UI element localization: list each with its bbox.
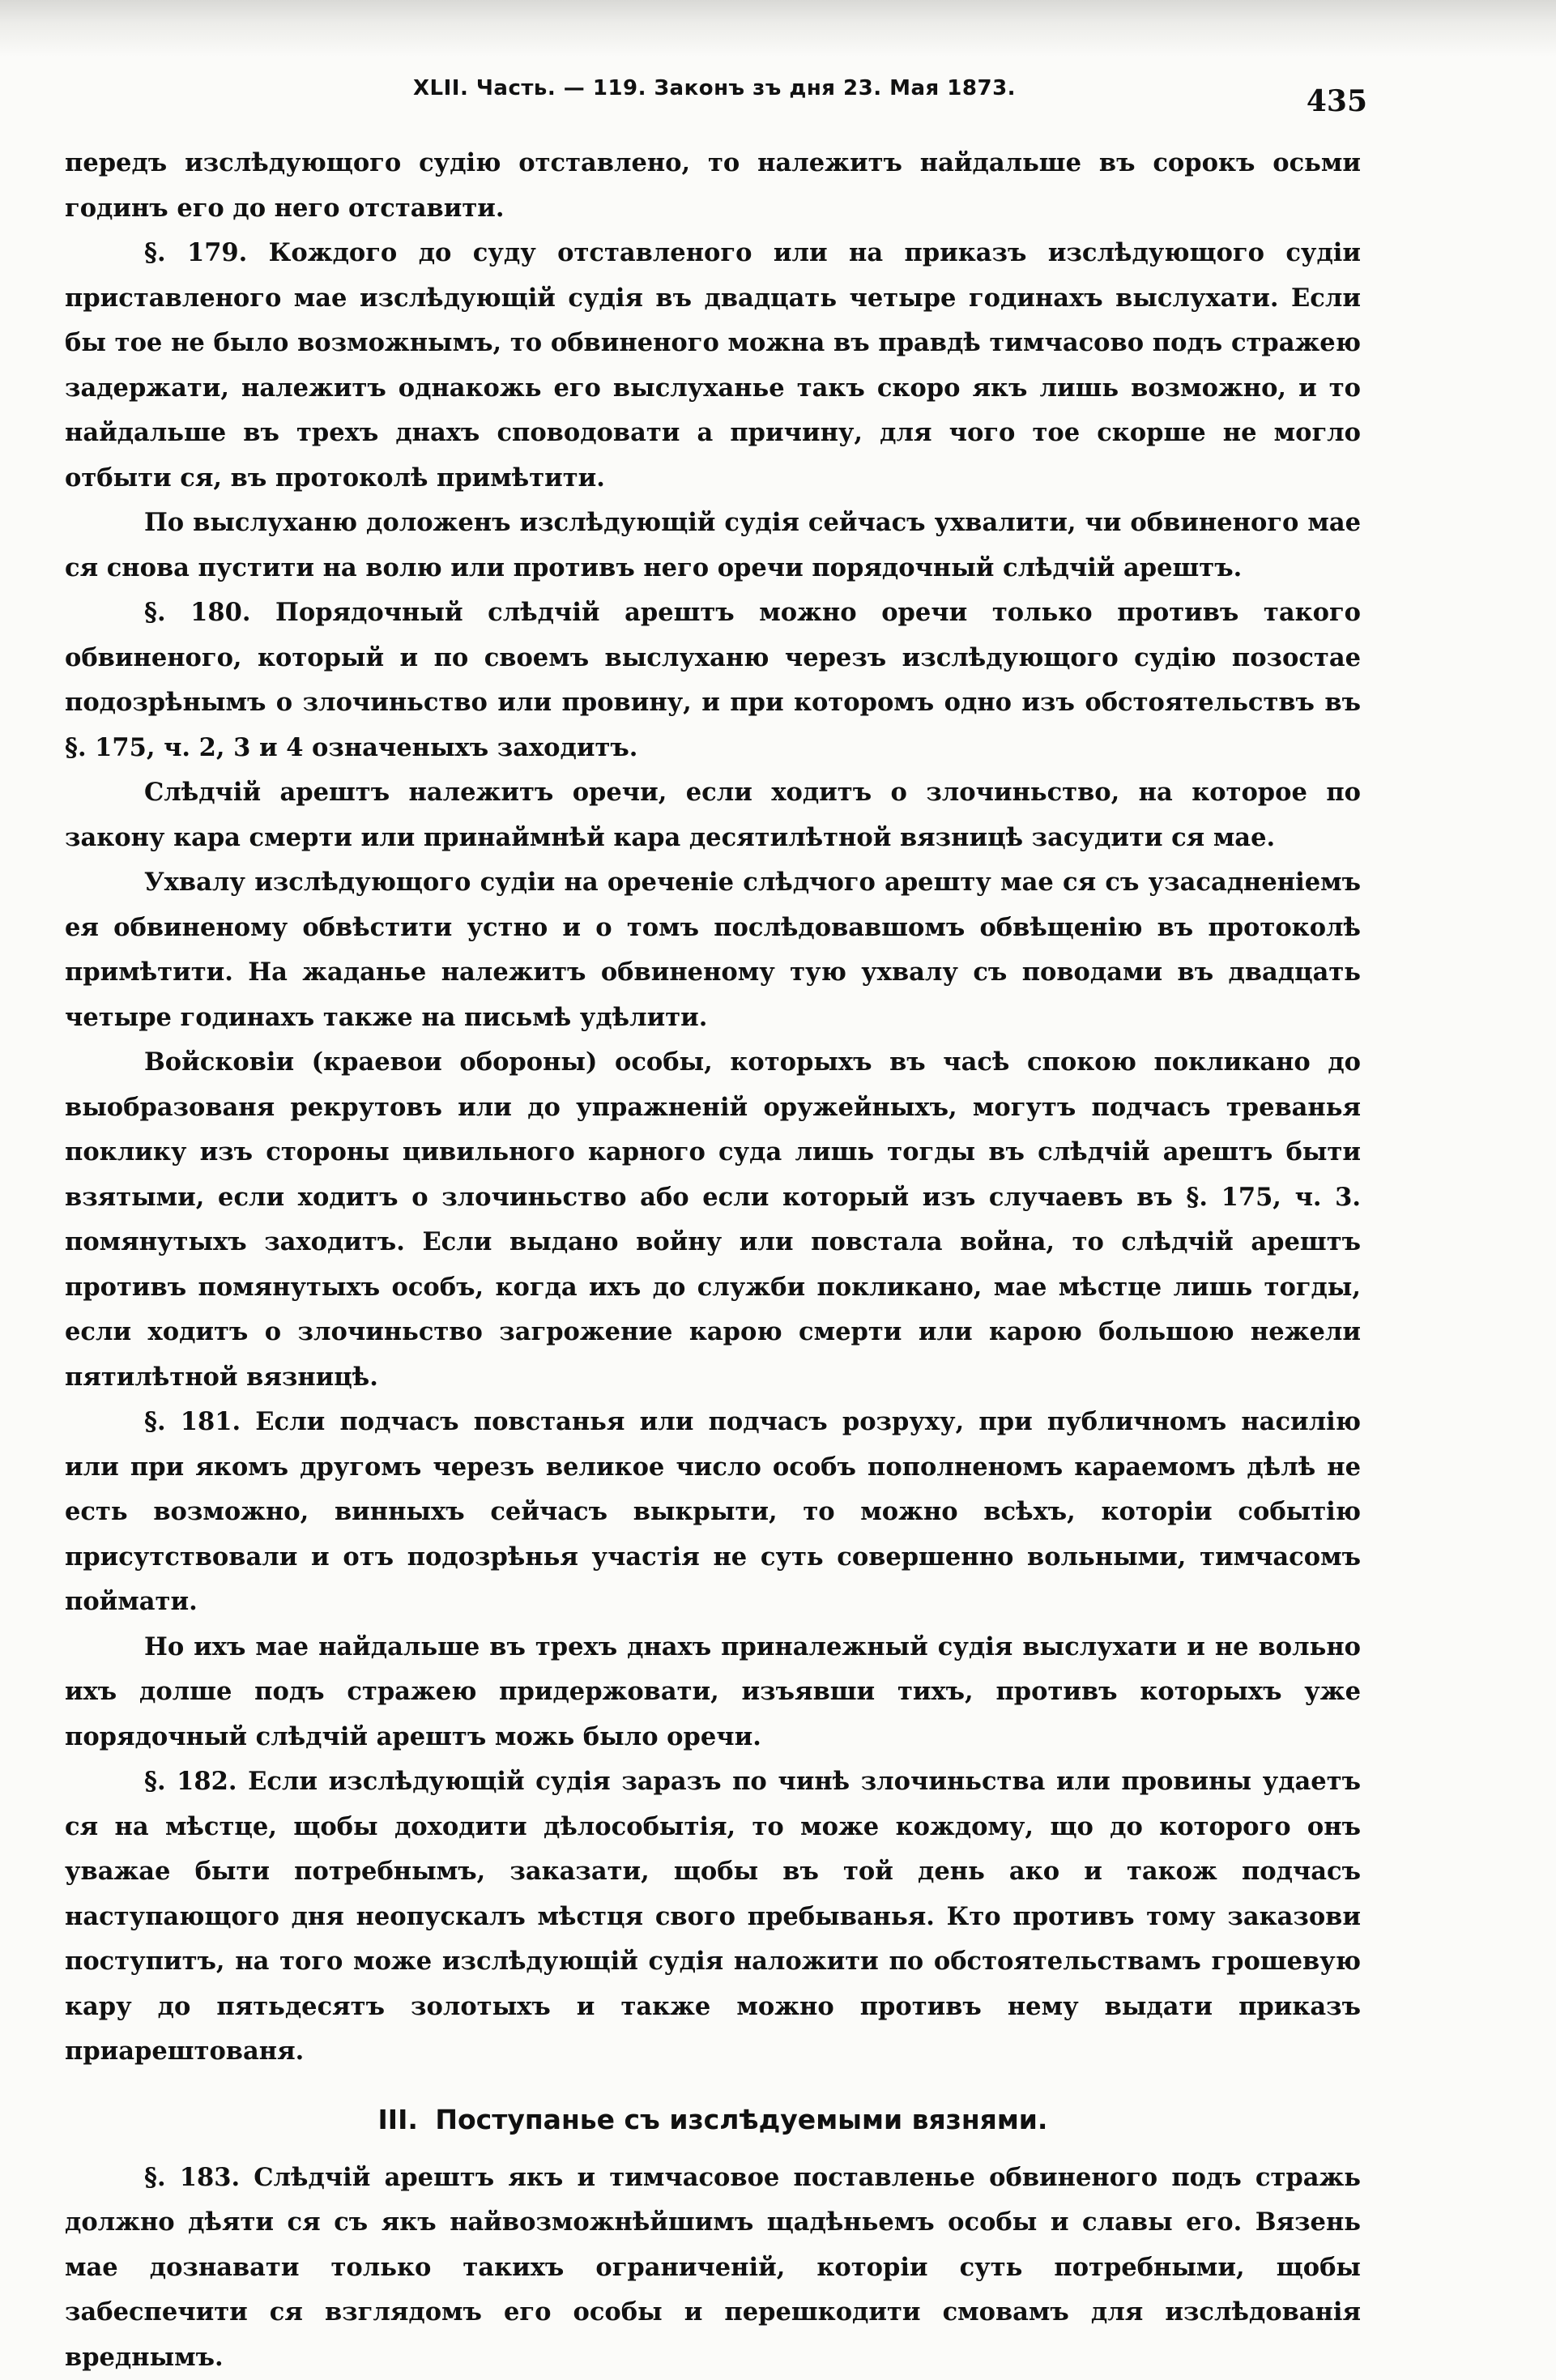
paragraph-section-182: §. 182. Если изслѣдующій судія заразъ по чинѣ злочиньства или провины удаетъ ся на мѣстце, щобы доходити дѣлособытія, то може кождому, що до которого онъ уважае быти потребнымъ, заказати, щобы въ той день ако и також подчасъ наступающого дня неопускалъ мѣстця свого пребыванья. Кто противъ тому заказови поступитъ, на того може изслѣдующій судія наложити по обстоятельствамъ грошевую кару до пятьдесятъ золотыхъ и также можно противъ нему выдати приказъ приарештованя. [65, 1759, 1361, 2075]
paragraph-section-180-cont-1: Слѣдчій арештъ належитъ оречи, если ходитъ о злочиньство, на которое по закону кара смерти или принаймнѣй кара десятилѣтной вязницѣ засудити ся мае. [65, 770, 1361, 860]
paragraph-section-180: §. 180. Порядочный слѣдчій арештъ можно оречи только противъ такого обвиненого, который и по своемъ выслуханю черезъ изслѣдующого судію позостае подозрѣнымъ о злочиньство или провину, и при которомъ одно изъ обстоятельствъ въ §. 175, ч. 2, 3 и 4 означеныхъ заходитъ. [65, 591, 1361, 770]
paragraph-section-181-cont: Но ихъ мае найдальше въ трехъ днахъ приналежный судія выслухати и не вольно ихъ долше подъ стражею придержовати, изъявши тихъ, противъ которыхъ уже порядочный слѣдчій арештъ можь было оречи. [65, 1625, 1361, 1760]
document-page [65, 71, 1361, 2380]
paragraph-section-183: §. 183. Слѣдчій арештъ якъ и тимчасовое поставленье обвиненого подъ стражь должно дѣяти ся съ якъ найвозможнѣйшимъ щадѣньемъ особы и славы его. Вязень мае дознавати только такихъ ограниченій, которіи суть потребными, щобы забеспечити ся взглядомъ его особы и перешкодити смовамъ для изслѣдованія вреднымъ. [65, 2156, 1361, 2380]
paragraph-section-179-cont: По выслуханю доложенъ изслѣдующій судія сейчасъ ухвалити, чи обвиненого мае ся снова пустити на волю или противъ него оречи порядочный слѣдчій арештъ. [65, 501, 1361, 591]
scan-edge-shadow [0, 0, 1556, 57]
page-number: 435 [1307, 84, 1367, 118]
paragraph-section-181: §. 181. Если подчасъ повстанья или подчасъ розруху, при публичномъ насилію или при якомъ другомъ черезъ великое число особъ пополненомъ караемомъ дѣлѣ не есть возможно, винныхъ сейчасъ выкрыти, то можно всѣхъ, которіи событію присутствовали и отъ подозрѣнья участія не суть совершенно вольными, тимчасомъ поймати. [65, 1400, 1361, 1625]
section-heading-numeral: III. [378, 2104, 418, 2135]
running-title: XLII. Часть. — 119. Законъ зъ дня 23. Мая 1873. [413, 76, 1016, 100]
paragraph-section-179: §. 179. Кождого до суду отставленого или на приказъ изслѣдующого судіи приставленого мае изслѣдующій судія въ двадцать четыре годинахъ выслухати. Если бы тое не было возможнымъ, то обвиненого можна въ правдѣ тимчасово подъ стражею задержати, належитъ однакожь его выслуханье такъ скоро якъ лишь возможно, и то найдальше въ трехъ днахъ споводовати а причину, для чого тое скорше не могло отбыти ся, въ протоколѣ примѣтити. [65, 231, 1361, 501]
paragraph-continuation: передъ изслѣдующого судію отставлено, то належитъ найдальше въ сорокъ осьми годинъ его до него отставити. [65, 141, 1361, 231]
section-heading [65, 2096, 1361, 2144]
body-text [65, 141, 1361, 2380]
paragraph-section-180-cont-2: Ухвалу изслѣдующого судіи на ореченіе слѣдчого арешту мае ся съ узасадненіемъ ея обвиненому обвѣстити устно и о томъ послѣдовавшомъ обвѣщенію въ протоколѣ примѣтити. На жаданье належитъ обвиненому тую ухвалу съ поводами въ двадцать четыре годинахъ также на письмѣ удѣлити. [65, 860, 1361, 1040]
section-heading-title: Поступанье съ изслѣдуемыми вязнями. [435, 2104, 1047, 2135]
paragraph-section-180-cont-3: Войсковіи (краевои обороны) особы, которыхъ въ часѣ спокою покликано до выобразованя рекрутовъ или до упражненій оружейныхъ, могутъ подчасъ треванья поклику изъ стороны цивильного карного суда лишь тогды въ слѣдчій арештъ быти взятыми, если ходитъ о злочиньство або если который изъ случаевъ въ §. 175, ч. 3. помянутыхъ заходитъ. Если выдано войну или повстала война, то слѣдчій арештъ противъ помянутыхъ особъ, когда ихъ до служби покликано, мае мѣстце лишь тогды, если ходитъ о злочиньство загрожение карою смерти или карою большою нежели пятилѣтной вязницѣ. [65, 1040, 1361, 1400]
running-head [65, 71, 1361, 120]
